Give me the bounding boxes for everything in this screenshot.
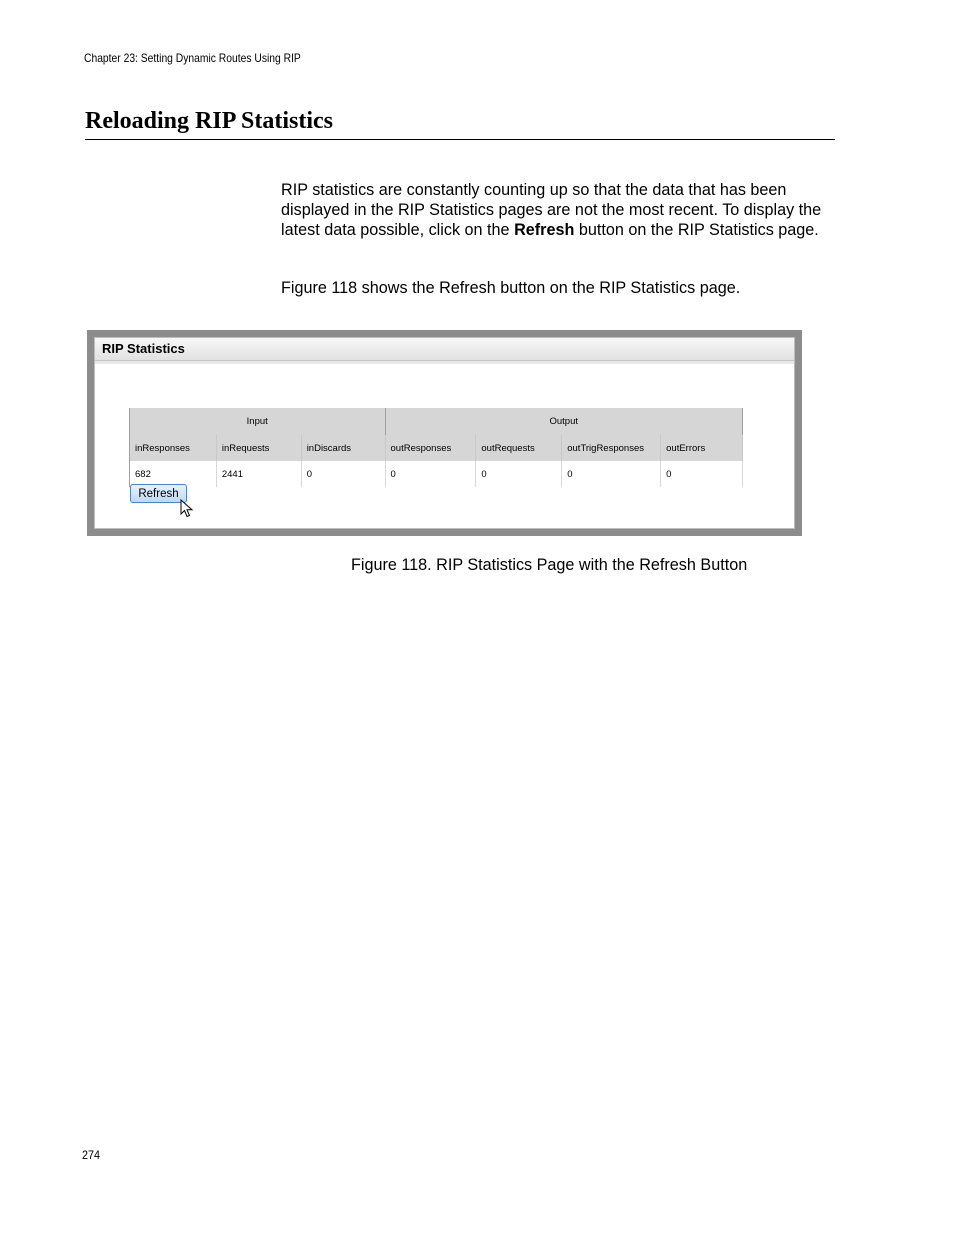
group-header-input: Input xyxy=(130,408,386,435)
body-paragraph-2: Figure 118 shows the Refresh button on the RIP Statistics page. xyxy=(281,279,741,297)
table-cell: 2441 xyxy=(216,461,301,487)
column-header: inDiscards xyxy=(301,435,385,461)
refresh-button[interactable]: Refresh xyxy=(130,484,187,503)
panel-divider xyxy=(95,361,794,364)
figure-caption: Figure 118. RIP Statistics Page with the Refresh Button xyxy=(351,556,748,574)
column-header: outErrors xyxy=(661,435,743,461)
page-number: 274 xyxy=(82,1148,101,1162)
table-cell: 0 xyxy=(385,461,476,487)
column-header: outRequests xyxy=(476,435,562,461)
paragraph-text: button on the RIP Statistics page. xyxy=(574,221,819,239)
table-cell: 0 xyxy=(301,461,385,487)
table-cell: 682 xyxy=(130,461,217,487)
running-head: Chapter 23: Setting Dynamic Routes Using RIP xyxy=(84,51,301,65)
panel-title: RIP Statistics xyxy=(95,338,794,361)
table-cell: 0 xyxy=(562,461,661,487)
body-paragraph-1 xyxy=(281,180,837,240)
mouse-pointer-icon xyxy=(180,499,194,519)
table-cell: 0 xyxy=(476,461,562,487)
rip-statistics-table xyxy=(129,408,743,487)
paragraph-bold-term: Refresh xyxy=(514,221,575,239)
table-cell: 0 xyxy=(661,461,743,487)
column-header-row xyxy=(130,435,743,461)
group-header-row xyxy=(130,408,743,435)
table-row xyxy=(130,461,743,487)
column-header: outResponses xyxy=(385,435,476,461)
group-header-output: Output xyxy=(385,408,743,435)
column-header: outTrigResponses xyxy=(562,435,661,461)
paragraph-text: RIP statistics are constantly counting up so that the data that has been displayed in the RIP Statistics pages are not the most recent. To display the latest data possible, click on the xyxy=(281,181,822,239)
figure-screenshot xyxy=(87,330,802,536)
column-header: inResponses xyxy=(130,435,217,461)
rip-statistics-panel xyxy=(94,337,795,529)
section-title: Reloading RIP Statistics xyxy=(85,107,835,140)
column-header: inRequests xyxy=(216,435,301,461)
